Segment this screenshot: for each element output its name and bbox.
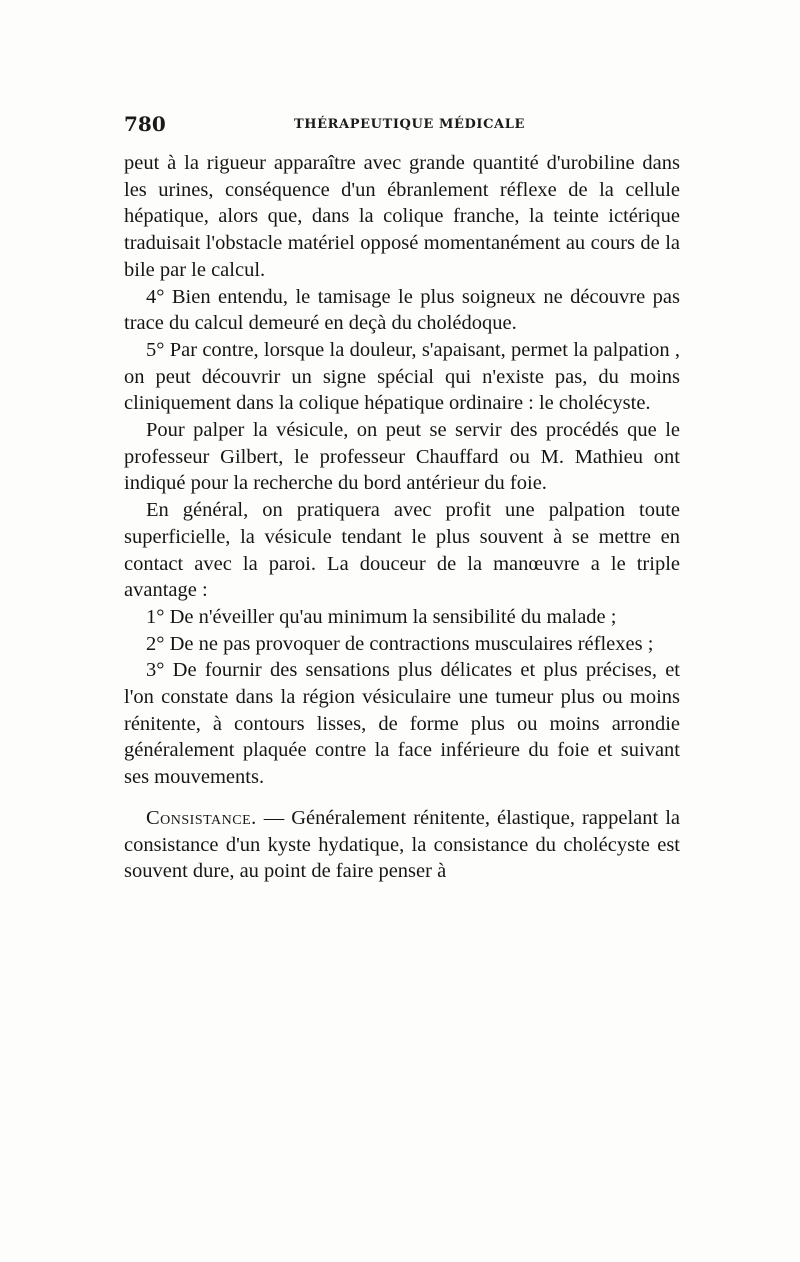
paragraph-palpation: Pour palper la vésicule, on peut se servir des procédés que le professeur Gilbert, le professeur Chauffard ou M. Mathieu ont indiqué pour la recherche du bord antérieur du foie. (124, 419, 680, 495)
paragraph-advantage-3: 3° De fournir des sensations plus délicates et plus précises, et l'on constate dans la région vésiculaire une tumeur plus ou moins rénitente, à contours lisses, de forme plus ou moins arrondie généralement plaquée contre la face inférieure du foie et suivant ses mouvements. (124, 659, 680, 789)
page-number: 780 (124, 112, 166, 136)
page-body (124, 150, 680, 885)
paragraph-continuation: peut à la rigueur apparaître avec grande quantité d'urobiline dans les urines, conséquence d'un ébranlement réflexe de la cellule hépatique, alors que, dans la colique franche, la teinte ictérique traduisait l'obstacle matériel opposé momentanément au cours de la bile par le calcul. (124, 152, 680, 281)
running-title: THÉRAPEUTIQUE MÉDICALE (294, 117, 525, 132)
paragraph-consistance (124, 805, 680, 885)
consistance-text: — Généralement rénitente, élastique, rappelant la consistance d'un kyste hydatique, la consistance du cholécyste est souvent dure, au point de faire penser à (124, 806, 680, 883)
paragraph-advantage-2: 2° De ne pas provoquer de contractions musculaires réflexes ; (146, 632, 654, 655)
paragraph-advantage-1: 1° De n'éveiller qu'au minimum la sensibilité du malade ; (146, 605, 617, 628)
paragraph-point-4: 4° Bien entendu, le tamisage le plus soigneux ne découvre pas trace du calcul demeuré en deçà du cholédoque. (124, 285, 680, 335)
page-header (124, 112, 680, 142)
paragraph-general: En général, on pratiquera avec profit une palpation toute superficielle, la vésicule tendant le plus souvent à se mettre en contact avec la paroi. La douceur de la manœuvre a le triple avantage : (124, 499, 680, 602)
consistance-heading: Consistance. (146, 806, 257, 829)
paragraph-point-5: 5° Par contre, lorsque la douleur, s'apaisant, permet la palpation , on peut découvrir un signe spécial qui n'existe pas, du moins cliniquement dans la colique hépatique ordinaire : le cholécyste. (124, 338, 680, 415)
